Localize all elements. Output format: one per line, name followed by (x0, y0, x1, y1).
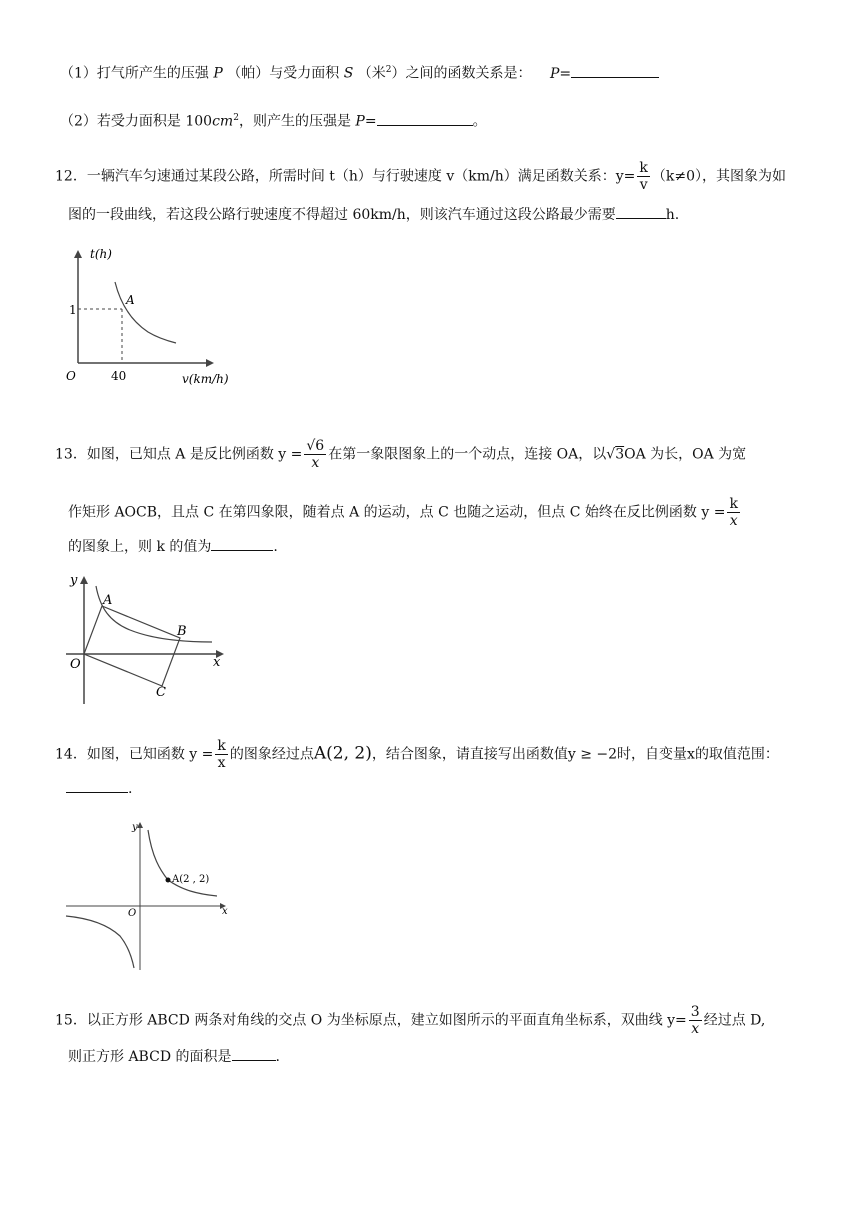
q12-y-tick-label: 1 (69, 303, 77, 317)
q14-line2-b: . (128, 781, 133, 797)
q13-figure (60, 568, 235, 708)
q12-line1 (55, 160, 786, 193)
q11-part1-answer-label: P= (549, 65, 572, 82)
q14-branch-third-quadrant (66, 916, 134, 968)
q15-answer-blank[interactable] (232, 1046, 276, 1061)
q13-text-c: OA 为长，OA 为宽 (624, 446, 747, 463)
q13-A-label: A (103, 593, 113, 608)
q15-line1 (55, 1004, 765, 1037)
q15-frac-den: x (691, 1021, 700, 1037)
q13-line3 (68, 536, 278, 557)
q13-text-b: 在第一象限图象上的一个动点，连接 OA，以 (328, 446, 607, 463)
q13-frac2-den: x (729, 513, 738, 529)
q12-line2-b: h. (665, 207, 680, 223)
q13-x-label: x (213, 655, 221, 670)
q15-number: 15． (55, 1012, 87, 1029)
q15-line2-b: . (275, 1049, 280, 1065)
q14-line2 (66, 778, 132, 799)
q13-fraction (304, 438, 326, 471)
q14-number: 14． (55, 746, 87, 763)
q14-figure (62, 812, 237, 972)
q14-frac-den: x (217, 755, 226, 771)
q11-part1-tail: ）之间的函数关系是： (391, 65, 532, 82)
q14-text-b: 的图象经过点 (229, 746, 314, 763)
q11-part1-P: P (213, 65, 223, 82)
q12-number: 12． (55, 168, 87, 185)
q13-frac2-num: k (729, 496, 738, 512)
q14-x-label: x (222, 906, 228, 917)
q15-text-a: 以正方形 ABCD 两条对角线的交点 O 为坐标原点，建立如图所示的平面直角坐标系，双曲线 y= (86, 1012, 687, 1029)
q12-frac-num: k (639, 160, 648, 176)
q15-line2 (68, 1046, 280, 1067)
q15-fraction (689, 1004, 702, 1037)
q12-x-tick-label: 40 (111, 369, 127, 383)
q11-part2-exp: 2 (233, 113, 239, 123)
q14-point: A(2, 2) (313, 743, 372, 764)
q13-sqrt-symbol: √ (606, 446, 616, 463)
q14-answer-blank[interactable] (66, 778, 128, 793)
q12-t-label: t(h) (90, 247, 112, 261)
q13-C-label: C (156, 685, 166, 700)
q14-text-a: 如图，已知函数 y = (86, 746, 214, 763)
q13-sqrt-value: 3 (615, 446, 625, 463)
q12-point-A-label: A (126, 293, 135, 307)
q11-part2-cm: cm (212, 113, 234, 130)
q12-x-arrow-icon (206, 359, 214, 367)
q11-part2-mid: ，则产生的压强是 (238, 113, 351, 130)
q13-hyperbola (96, 586, 212, 642)
q11-part1-prefix: （1）打气所产生的压强 (60, 65, 209, 82)
q14-condition: y ≥ −2 (567, 746, 618, 763)
q11-part1-S: S (343, 65, 354, 82)
q14-point-A-dot (166, 878, 171, 883)
q12-answer-blank[interactable] (616, 204, 666, 219)
q12-curve (115, 282, 176, 343)
q12-text-b: （k≠0），其图象为如 (651, 168, 787, 185)
q15-frac-num: 3 (690, 1004, 700, 1020)
q15-text-b: 经过点 D, (703, 1012, 766, 1029)
q14-x-variable: x (687, 746, 695, 763)
q11-part1-unit-s: （米 (357, 65, 386, 82)
q13-line3-a: 的图象上，则 k 的值为 (68, 539, 212, 555)
q11-part1 (60, 60, 659, 84)
q14-A-label: A(2 , 2) (172, 874, 210, 885)
q14-fraction (215, 738, 227, 771)
q13-B-label: B (177, 624, 187, 639)
q11-part1-exp: 2 (385, 65, 392, 75)
q11-part2 (60, 108, 487, 132)
q13-number: 13． (55, 446, 87, 463)
q14-frac-num: k (217, 738, 226, 754)
q12-text-a: 一辆汽车匀速通过某段公路，所需时间 t（h）与行驶速度 v（km/h）满足函数关系：y= (86, 168, 636, 185)
q12-origin-label: O (66, 369, 76, 383)
q14-line1 (55, 738, 779, 771)
q14-y-label: y (132, 822, 138, 833)
q11-part2-answer-blank[interactable] (377, 111, 473, 126)
q12-line2 (68, 204, 679, 225)
q14-O-label: O (128, 908, 137, 919)
q14-y-arrow-icon (137, 822, 143, 828)
q13-rectangle-AOCB (84, 606, 180, 686)
q11-part2-answer-label: P= (355, 113, 377, 130)
q13-y-arrow-icon (80, 576, 88, 584)
q14-text-e: 的取值范围： (694, 746, 779, 763)
q12-frac-den: v (639, 177, 648, 193)
q11-part1-answer-blank[interactable] (571, 63, 659, 78)
q12-fraction (637, 160, 649, 193)
q11-part1-unit-p: （帕）与受力面积 (227, 65, 340, 82)
q13-frac-den: x (311, 455, 320, 471)
q12-y-arrow-icon (74, 250, 82, 258)
q13-y-label: y (70, 573, 78, 588)
q14-text-d: 时，自变量 (617, 746, 688, 763)
q13-line1 (55, 438, 746, 471)
q11-part2-prefix: （2）若受力面积是 100 (60, 113, 213, 130)
q13-O-label: O (70, 657, 81, 672)
q12-figure (58, 240, 248, 395)
q13-answer-blank[interactable] (211, 536, 273, 551)
q14-text-c: ，结合图象，请直接写出函数值 (371, 746, 568, 763)
q13-line2-a: 作矩形 AOCB，且点 C 在第四象限，随着点 A 的运动，点 C 也随之运动，但点 C 始终在反比例函数 y = (68, 504, 726, 521)
q13-line3-b: . (273, 539, 278, 555)
q13-fraction2 (727, 496, 739, 529)
q14-branch-first-quadrant (148, 830, 217, 896)
q15-line2-a: 则正方形 ABCD 的面积是 (68, 1049, 232, 1065)
q12-v-label: v(km/h) (182, 372, 229, 386)
q13-line2 (68, 496, 742, 529)
q13-text-a: 如图，已知点 A 是反比例函数 y = (86, 446, 303, 463)
q12-line2-a: 图的一段曲线，若这段公路行驶速度不得超过 60km/h，则该汽车通过这段公路最少需要 (68, 207, 616, 223)
q13-frac-num: √6 (306, 438, 325, 454)
q11-part2-end: 。 (472, 113, 487, 130)
